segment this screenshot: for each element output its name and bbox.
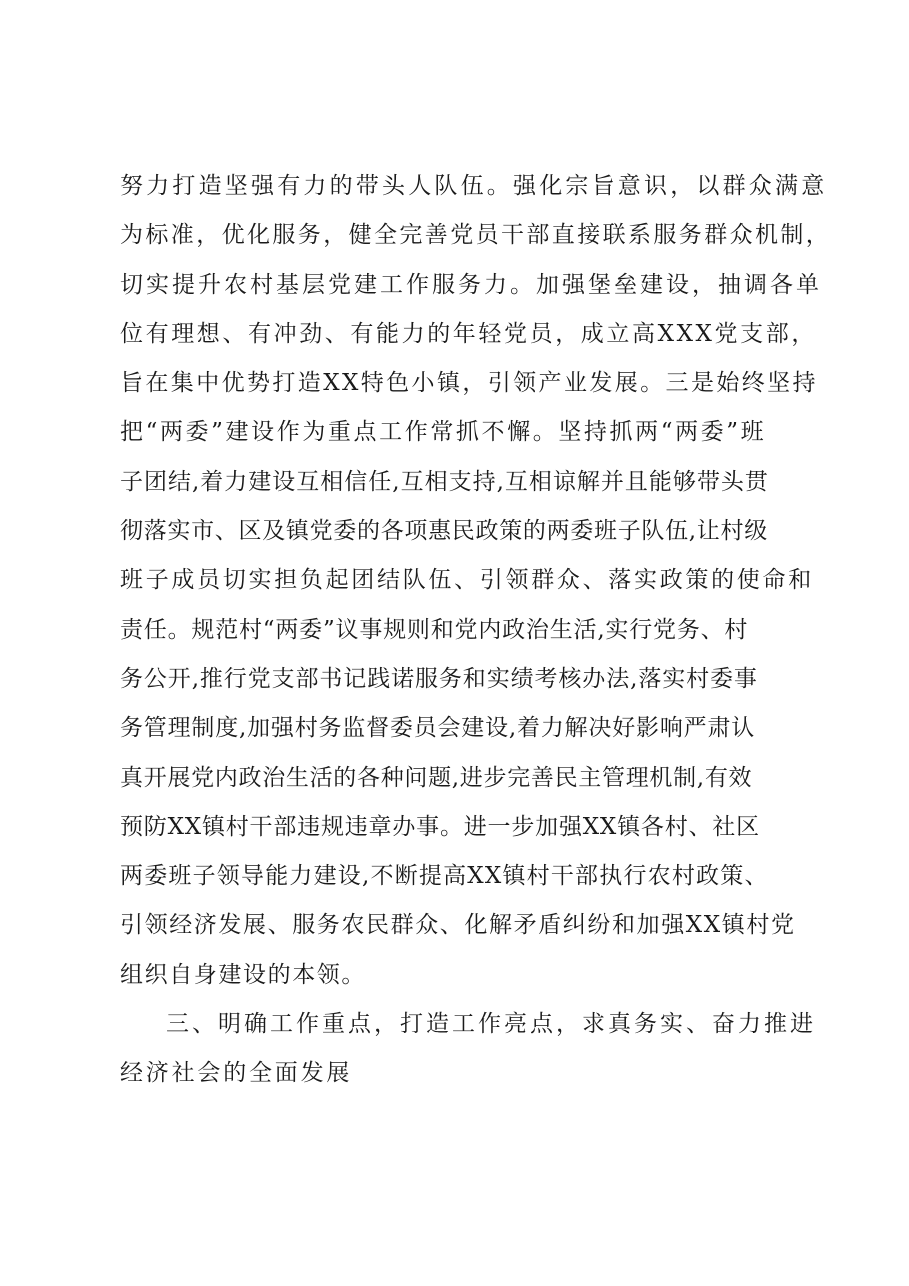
paragraph-line: 旨在集中优势打造XX特色小镇，引领产业发展。三是始终坚持 — [120, 370, 818, 397]
paragraph-line: 位有理想、有冲劲、有能力的年轻党员，成立高XXX党支部， — [120, 320, 817, 347]
paragraph-line: 引领经济发展、服务农民群众、化解矛盾纠纷和加强XX镇村党 — [120, 912, 796, 939]
paragraph-line: 真开展党内政治生活的各种问题,进步完善民主管理机制,有效 — [120, 764, 753, 791]
paragraph-line: 务公开,推行党支部书记践诺服务和实绩考核办法,落实村委事 — [120, 665, 758, 692]
section-heading-line: 三、明确工作重点，打造工作亮点，求真务实、奋力推进 — [166, 1011, 816, 1038]
paragraph-line: 把“两委”建设作为重点工作常抓不懈。坚持抓两“两委”班 — [120, 419, 767, 446]
paragraph-line: 切实提升农村基层党建工作服务力。加强堡垒建设，抽调各单 — [120, 271, 822, 298]
paragraph-line: 预防XX镇村干部违规违章办事。进一步加强XX镇各村、社区 — [120, 813, 760, 840]
paragraph-line: 两委班子领导能力建设,不断提高XX镇村干部执行农村政策、 — [120, 863, 769, 890]
paragraph-line: 为标准，优化服务，健全完善党员干部直接联系服务群众机制， — [120, 222, 832, 249]
body-text — [120, 162, 832, 1099]
paragraph-line: 责任。规范村“两委”议事规则和党内政治生活,实行党务、村 — [120, 616, 749, 643]
paragraph-line: 彻落实市、区及镇党委的各项惠民政策的两委班子队伍,让村级 — [120, 518, 768, 545]
paragraph-line: 组织自身建设的本领。 — [120, 961, 366, 988]
paragraph-line: 务管理制度,加强村务监督委员会建设,着力解决好影响严肃认 — [120, 715, 756, 742]
section-heading-line: 经济社会的全面发展 — [120, 1060, 353, 1087]
paragraph-line: 努力打造坚强有力的带头人队伍。强化宗旨意识，以群众满意 — [120, 173, 828, 199]
paragraph-line: 子团结,着力建设互相信任,互相支持,互相谅解并且能够带头贯 — [120, 468, 769, 495]
paragraph-line: 班子成员切实担负起团结队伍、引领群众、落实政策的使命和 — [120, 567, 814, 594]
